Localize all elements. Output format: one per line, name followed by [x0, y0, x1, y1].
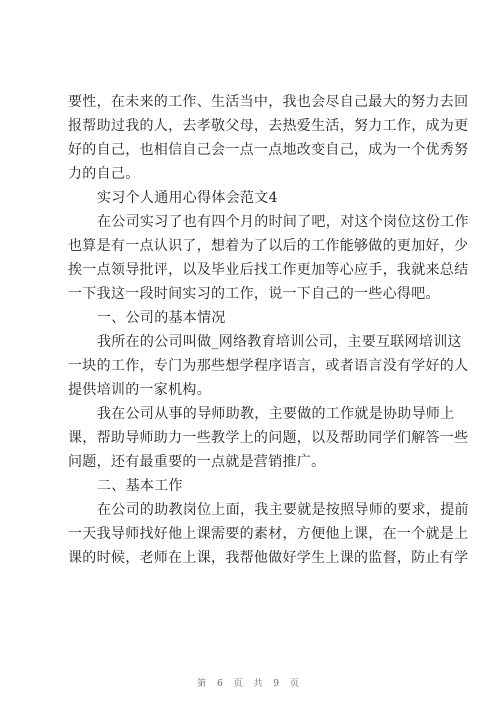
text-line: 提供培训的一家机构。	[68, 382, 211, 398]
page-footer: 第 6 页 共 9 页	[197, 679, 303, 689]
text-line: 在公司的助教岗位上面，我主要就是按照导师的要求，提前	[97, 502, 469, 518]
text-line: 一天我导师找好他上课需要的素材，方便他上课，在一个就是上	[68, 526, 469, 542]
section-heading: 实习个人通用心得体会范文4	[97, 190, 278, 206]
section-heading: 二、基本工作	[97, 478, 183, 494]
text-line: 要性，在未来的工作、生活当中，我也会尽自己最大的努力去回	[68, 94, 469, 110]
text-line: 课，帮助导师助力一些教学上的问题，以及帮助同学们解答一些	[68, 430, 469, 446]
text-line: 报帮助过我的人，去孝敬父母，去热爱生活，努力工作，成为更	[68, 118, 469, 134]
section-heading: 一、公司的基本情况	[97, 310, 226, 326]
text-line: 在公司实习了也有四个月的时间了吧，对这个岗位这份工作	[97, 214, 469, 230]
text-line: 力的自己。	[68, 166, 140, 182]
text-line: 也算是有一点认识了，想着为了以后的工作能够做的更加好，少	[68, 238, 469, 254]
text-line: 课的时候，老师在上课，我帮他做好学生上课的监督，防止有学	[68, 550, 469, 566]
document-body	[68, 90, 469, 570]
text-line: 挨一点领导批评，以及毕业后找工作更加等心应手，我就来总结	[68, 262, 469, 278]
text-line: 我在公司从事的导师助教，主要做的工作就是协助导师上	[97, 406, 455, 422]
text-line: 一块的工作，专门为那些想学程序语言，或者语言没有学好的人	[68, 358, 469, 374]
text-line: 问题，还有最重要的一点就是营销推广。	[68, 454, 326, 470]
text-line: 一下我这一段时间实习的工作，说一下自己的一些心得吧。	[68, 286, 440, 302]
text-line: 我所在的公司叫做_网络教育培训公司，主要互联网培训这	[97, 334, 462, 350]
text-line: 好的自己，也相信自己会一点一点地改变自己，成为一个优秀努	[68, 142, 469, 158]
